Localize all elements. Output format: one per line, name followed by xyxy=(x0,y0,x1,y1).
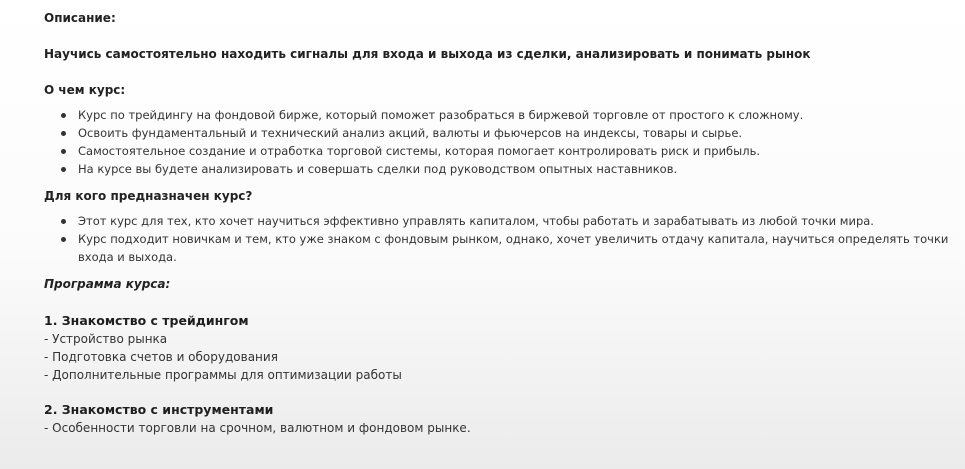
module-line: - Особенности торговли на срочном, валютном и фондовом рынке. xyxy=(44,421,471,435)
module-title: 1. Знакомство с трейдингом xyxy=(44,313,249,328)
course-description xyxy=(44,0,954,437)
list-item: Курс подходит новичкам и тем, кто уже знаком с фондовым рынком, однако, хочет увеличить отдачу капитала, научиться определять точки входа и выхода. xyxy=(44,230,954,266)
description-label: Описание: xyxy=(44,11,116,25)
list-item: Самостоятельное создание и отработка торговой системы, которая помогает контролировать риск и прибыль. xyxy=(44,142,954,160)
list-item: Освоить фундаментальный и технический анализ акций, валюты и фьючерсов на индексы, товары и сырье. xyxy=(44,124,954,142)
module-line: - Дополнительные программы для оптимизации работы xyxy=(44,368,402,382)
about-list xyxy=(44,106,954,178)
list-item: Этот курс для тех, кто хочет научиться эффективно управлять капиталом, чтобы работать и зарабатывать из любой точки мира. xyxy=(44,212,954,230)
module-line: - Устройство рынка xyxy=(44,332,168,346)
program-module-2 xyxy=(44,401,954,437)
list-item: На курсе вы будете анализировать и совершать сделки под руководством опытных наставников. xyxy=(44,160,954,178)
audience-heading: Для кого предназначен курс? xyxy=(44,189,253,203)
module-line: - Подготовка счетов и оборудования xyxy=(44,350,278,364)
description-text: Научись самостоятельно находить сигналы для входа и выхода из сделки, анализировать и понимать рынок xyxy=(44,47,811,61)
list-item: Курс по трейдингу на фондовой бирже, который поможет разобраться в биржевой торговле от простого к сложному. xyxy=(44,106,954,124)
about-heading: О чем курс: xyxy=(44,83,126,97)
program-module-1 xyxy=(44,312,954,384)
program-heading: Программа курса: xyxy=(44,277,171,291)
module-title: 2. Знакомство с инструментами xyxy=(44,402,274,417)
audience-list xyxy=(44,212,954,266)
